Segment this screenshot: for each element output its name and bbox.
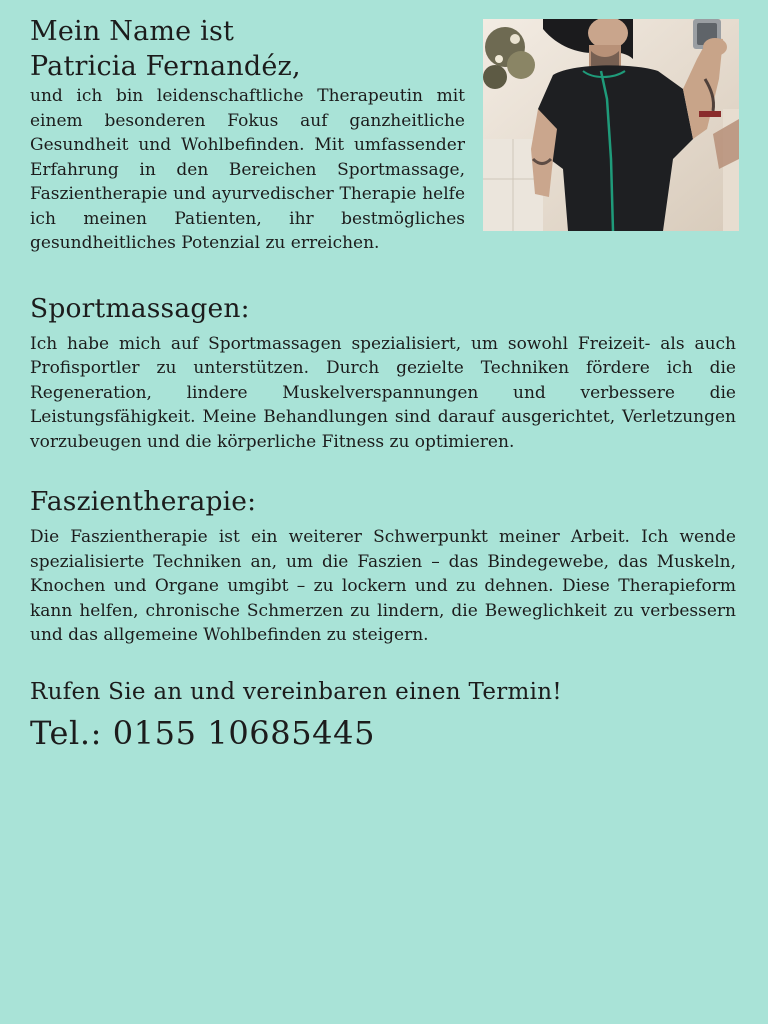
sportmassagen-text: Ich habe mich auf Sportmassagen spezialisiert, um sowohl Freizeit- als auch Profisportler zu unterstützen. Durch gezielte Techniken fördere ich die Regeneration, lindere Muskelverspannungen und verbessere die Leistungsfähigkeit. Meine Behandlungen sind darauf ausgerichtet, Verletzungen vorzubeugen und die körperliche Fitness zu optimieren. — [30, 333, 736, 452]
portrait-photo — [483, 19, 739, 231]
flyer-page — [30, 14, 736, 753]
intro-text: und ich bin leidenschaftliche Therapeutin mit einem besonderen Fokus auf ganzheitliche Gesundheit und Wohlbefinden. Mit umfassender Erfahrung in den Bereichen Sportmassage, Faszientherapie und ayurvedischer Therapie helfe ich meinen Patienten, ihr bestmögliches gesundheitliches Potenzial zu erreichen. — [30, 86, 465, 253]
faszientherapie-text: Die Faszientherapie ist ein weiterer Schwerpunkt meiner Arbeit. Ich wende spezialisierte Techniken an, um die Faszien – das Bindegewebe, das Muskeln, Knochen und Organe umgibt – zu lockern und zu dehnen. Diese Therapieform kann helfen, chronische Schmerzen zu lindern, die Beweglichkeit zu verbessern und das allgemeine Wohlbefinden zu steigern. — [30, 527, 736, 645]
section-sportmassagen — [30, 292, 736, 455]
intro-title-line2: Patricia Fernandéz, — [30, 51, 301, 82]
call-to-action: Rufen Sie an und vereinbaren einen Termin! — [30, 678, 562, 705]
phone-number: Tel.: 0155 10685445 — [30, 713, 376, 752]
intro-title-line1: Mein Name ist — [30, 16, 235, 47]
section-faszientherapie — [30, 485, 736, 648]
faszientherapie-heading: Faszientherapie: — [30, 486, 257, 517]
portrait-photo-icon — [483, 19, 739, 231]
sportmassagen-heading: Sportmassagen: — [30, 292, 250, 324]
